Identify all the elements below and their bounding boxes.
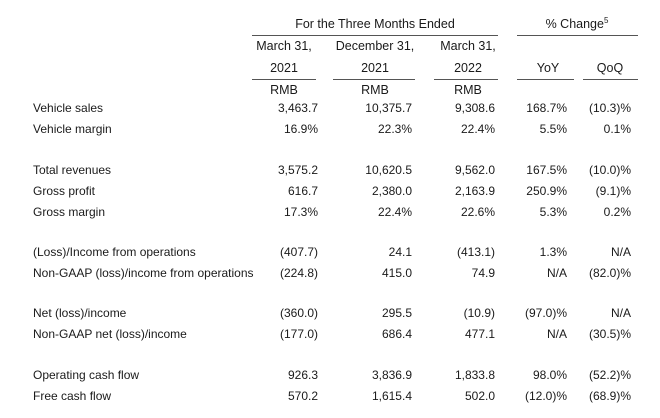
period-group-rule bbox=[252, 35, 498, 36]
column-header-currency: RMB bbox=[361, 83, 389, 97]
table-cell: 10,375.7 bbox=[365, 101, 412, 115]
table-cell: 2,380.0 bbox=[371, 184, 412, 198]
row-label: Net (loss)/income bbox=[33, 306, 127, 320]
row-label: Gross profit bbox=[33, 184, 96, 198]
table-cell: 686.4 bbox=[381, 327, 412, 341]
table-cell: (224.8) bbox=[279, 266, 318, 280]
table-cell: (413.1) bbox=[456, 245, 495, 259]
row-label: Non-GAAP net (loss)/income bbox=[33, 327, 187, 341]
table-cell: (9.1)% bbox=[595, 184, 631, 198]
table-cell: (10.0)% bbox=[588, 163, 631, 177]
table-cell: 22.4% bbox=[460, 122, 495, 136]
table-cell: (68.9)% bbox=[588, 389, 631, 403]
table-cell: 502.0 bbox=[464, 389, 495, 403]
table-cell: (360.0) bbox=[279, 306, 318, 320]
row-label: Free cash flow bbox=[33, 389, 112, 403]
table-cell: (52.2)% bbox=[588, 368, 631, 382]
table-cell: (177.0) bbox=[279, 327, 318, 341]
column-header-line2: 2021 bbox=[361, 61, 389, 75]
column-header-line1: December 31, bbox=[335, 39, 415, 53]
table-cell: N/A bbox=[610, 306, 631, 320]
table-cell: 3,463.7 bbox=[277, 101, 318, 115]
footnote-marker: 5 bbox=[603, 15, 609, 25]
table-cell: N/A bbox=[610, 245, 631, 259]
column-header-rule bbox=[517, 79, 574, 80]
table-cell: (407.7) bbox=[279, 245, 318, 259]
row-label: Vehicle sales bbox=[33, 101, 104, 115]
table-cell: (82.0)% bbox=[588, 266, 631, 280]
column-header-currency: RMB bbox=[454, 83, 482, 97]
table-cell: 10,620.5 bbox=[365, 163, 412, 177]
table-cell: 295.5 bbox=[381, 306, 412, 320]
table-cell: 22.3% bbox=[377, 122, 412, 136]
table-cell: 2,163.9 bbox=[454, 184, 495, 198]
table-cell: 0.2% bbox=[603, 205, 631, 219]
table-cell: 1,833.8 bbox=[454, 368, 495, 382]
table-cell: 415.0 bbox=[381, 266, 412, 280]
table-cell: 3,575.2 bbox=[277, 163, 318, 177]
table-cell: 9,562.0 bbox=[454, 163, 495, 177]
period-group-title: For the Three Months Ended bbox=[295, 17, 455, 31]
table-cell: 570.2 bbox=[287, 389, 318, 403]
column-header-rule bbox=[333, 79, 415, 80]
table-cell: 616.7 bbox=[287, 184, 318, 198]
change-group-rule bbox=[517, 35, 638, 36]
row-label: Vehicle margin bbox=[33, 122, 112, 136]
table-cell: 3,836.9 bbox=[371, 368, 412, 382]
table-cell: 250.9% bbox=[526, 184, 567, 198]
column-header-line2: QoQ bbox=[596, 61, 624, 75]
table-cell: (10.9) bbox=[463, 306, 495, 320]
table-cell: 0.1% bbox=[603, 122, 631, 136]
column-header-line2: 2022 bbox=[454, 61, 482, 75]
table-cell: (12.0)% bbox=[524, 389, 567, 403]
table-cell: (30.5)% bbox=[588, 327, 631, 341]
row-label: Total revenues bbox=[33, 163, 112, 177]
table-cell: 9,308.6 bbox=[454, 101, 495, 115]
table-cell: N/A bbox=[546, 266, 567, 280]
row-label: Operating cash flow bbox=[33, 368, 140, 382]
table-cell: 167.5% bbox=[526, 163, 567, 177]
change-group-label: % Change bbox=[545, 17, 604, 31]
table-cell: 1,615.4 bbox=[371, 389, 412, 403]
table-cell: 5.5% bbox=[539, 122, 567, 136]
table-cell: 1.3% bbox=[539, 245, 567, 259]
column-header-line1: March 31, bbox=[256, 39, 312, 53]
column-header-line1: March 31, bbox=[440, 39, 496, 53]
table-cell: 22.4% bbox=[377, 205, 412, 219]
table-cell: 477.1 bbox=[464, 327, 495, 341]
row-label: Non-GAAP (loss)/income from operations bbox=[33, 266, 254, 280]
column-header-rule bbox=[252, 79, 316, 80]
column-header-currency: RMB bbox=[270, 83, 298, 97]
table-cell: 24.1 bbox=[388, 245, 412, 259]
table-cell: 74.9 bbox=[471, 266, 495, 280]
table-cell: N/A bbox=[546, 327, 567, 341]
table-cell: 168.7% bbox=[526, 101, 567, 115]
row-label: Gross margin bbox=[33, 205, 106, 219]
change-group-title bbox=[546, 17, 609, 31]
column-header-line2: 2021 bbox=[270, 61, 298, 75]
column-header-line2: YoY bbox=[536, 61, 560, 75]
table-cell: 17.3% bbox=[283, 205, 318, 219]
row-label: (Loss)/Income from operations bbox=[33, 245, 196, 259]
column-header-rule bbox=[434, 79, 498, 80]
table-cell: (97.0)% bbox=[524, 306, 567, 320]
table-cell: (10.3)% bbox=[588, 101, 631, 115]
table-cell: 22.6% bbox=[460, 205, 495, 219]
table-cell: 16.9% bbox=[283, 122, 318, 136]
table-cell: 98.0% bbox=[532, 368, 567, 382]
column-header-rule bbox=[583, 79, 638, 80]
table-cell: 5.3% bbox=[539, 205, 567, 219]
table-cell: 926.3 bbox=[287, 368, 318, 382]
